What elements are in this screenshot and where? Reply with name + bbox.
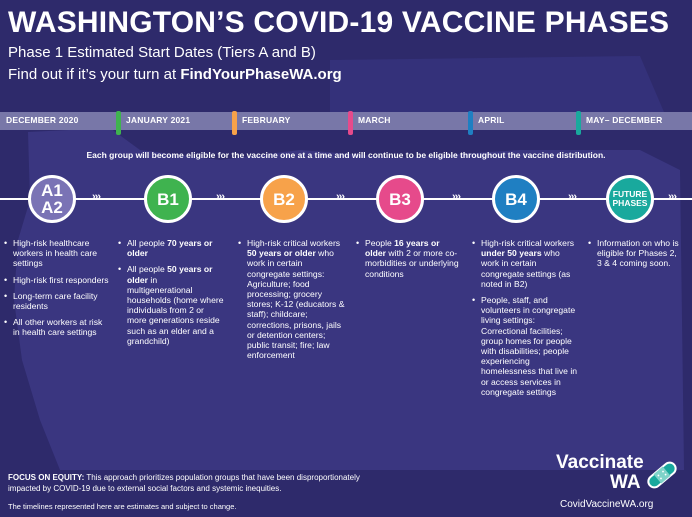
list-item-emphasis: under 50 years <box>481 248 542 259</box>
timeline-label-may-december: MAY– DECEMBER <box>586 115 663 125</box>
logo-text-vaccinate: Vaccinate <box>556 452 644 473</box>
timeline-label-february: FEBRUARY <box>242 115 291 125</box>
list-item-text: High-risk critical workers <box>481 238 575 248</box>
list-item-emphasis: 50 years or older <box>247 248 316 259</box>
covidvaccinewa-link[interactable]: CovidVaccineWA.org <box>560 499 654 510</box>
column-b2 <box>238 238 346 366</box>
equity-text: This approach prioritizes population groups that have been disproportionately impacted by COVID-19 due to external social factors and systemic inequities. <box>8 473 360 493</box>
list-item-emphasis: 70 years or older <box>127 238 213 259</box>
phase-a1-label: A1 <box>41 181 63 200</box>
list-item <box>118 238 224 258</box>
timeline-label-march: MARCH <box>358 115 391 125</box>
phase-phases-label: PHASES <box>612 198 648 208</box>
timeline-tick-january <box>116 111 121 135</box>
list-item: • High-risk first responders <box>4 275 110 285</box>
phase-b4-circle <box>492 175 540 223</box>
timeline-label-december: DECEMBER 2020 <box>6 115 79 125</box>
timeline-tick-march <box>348 111 353 135</box>
timeline-tick-april <box>468 111 473 135</box>
timeline-label-april: APRIL <box>478 115 505 125</box>
chevron-right-icon: ››› <box>452 191 460 203</box>
list-item: • Information on who is eligible for Phases 2, 3 & 4 coming soon. <box>588 238 682 269</box>
phase-a1-a2-circle <box>28 175 76 223</box>
eligibility-banner: Each group will become eligible for the vaccine one at a time and will continue to be eligible throughout the vaccine distribution. <box>86 150 606 160</box>
phase-a2-label: A2 <box>41 198 63 217</box>
phase-b2-circle <box>260 175 308 223</box>
timeline-tick-february <box>232 111 237 135</box>
list-item-text: High-risk critical workers <box>247 238 341 248</box>
list-item: • Long-term care facility residents <box>4 291 110 311</box>
list-item <box>356 238 462 279</box>
list-item <box>118 264 224 346</box>
timeline-bar <box>0 112 692 130</box>
list-item-emphasis: 50 years or older <box>127 264 213 285</box>
chevron-right-icon: ››› <box>336 191 344 203</box>
list-item-text: with 2 or more co-morbidities or underlying conditions <box>365 248 459 279</box>
phase-b4-label: B4 <box>505 189 527 209</box>
phase-future-circle <box>606 175 654 223</box>
chevron-right-icon: ››› <box>92 191 100 203</box>
list-item <box>472 238 580 289</box>
phase-b1-circle <box>144 175 192 223</box>
list-item: • All other workers at risk in health care settings <box>4 317 110 337</box>
phase-future-label: FUTURE <box>612 188 648 199</box>
column-b3 <box>356 238 462 285</box>
list-item-text: People <box>365 238 395 248</box>
list-item-text: All people <box>127 238 168 248</box>
findout-text <box>8 66 342 83</box>
column-a1-a2 <box>4 238 110 344</box>
list-item-text: All people <box>127 264 168 275</box>
column-future <box>588 238 682 275</box>
equity-label: FOCUS ON EQUITY: <box>8 473 85 482</box>
list-item <box>238 238 346 360</box>
bandaid-icon <box>644 458 680 492</box>
column-b1 <box>118 238 224 352</box>
logo-text-wa: WA <box>610 472 641 493</box>
phase-axis-line <box>0 198 692 200</box>
chevron-right-icon: ››› <box>216 191 224 203</box>
list-item: • People, staff, and volunteers in congregate living settings: Correctional facilities; group homes for people with disabilities; people experiencing homelessness that live in or access services in congregate settings <box>472 295 580 397</box>
list-item: • High-risk healthcare workers in health care settings <box>4 238 110 269</box>
phase-b2-label: B2 <box>273 189 295 209</box>
phase-b3-circle <box>376 175 424 223</box>
chevron-right-icon: ››› <box>668 191 676 203</box>
column-b4 <box>472 238 580 403</box>
page-title: WASHINGTON’S COVID-19 VACCINE PHASES <box>8 6 670 39</box>
list-item-text: who work in certain congregate settings: Agriculture; food processing; grocery stores; K-12 (educators & staff); childcare; corrections, prisons, jails or detention centers; public transit; fire; law enforcement <box>247 248 345 361</box>
timeline-disclaimer: The timelines represented here are estimates and subject to change. <box>8 502 237 511</box>
list-item-emphasis: 16 years or older <box>365 238 440 259</box>
timeline-tick-may-december <box>576 111 581 135</box>
focus-on-equity-note <box>8 472 388 494</box>
findyourphase-link[interactable]: FindYourPhaseWA.org <box>180 66 342 83</box>
list-item-text: in multigenerational households (home where individuals from 2 or more generations reside such as an elder and a grandchild) <box>127 274 224 346</box>
list-item-text: who work in certain congregate settings (as noted in B2) <box>481 248 571 289</box>
vaccinate-wa-logo <box>552 450 686 496</box>
phase-b1-label: B1 <box>157 189 179 209</box>
phase-b3-label: B3 <box>389 189 411 209</box>
page-subtitle: Phase 1 Estimated Start Dates (Tiers A and B) <box>8 44 316 61</box>
findout-prefix: Find out if it’s your turn at <box>8 66 181 83</box>
chevron-right-icon: ››› <box>568 191 576 203</box>
timeline-label-january: JANUARY 2021 <box>126 115 191 125</box>
